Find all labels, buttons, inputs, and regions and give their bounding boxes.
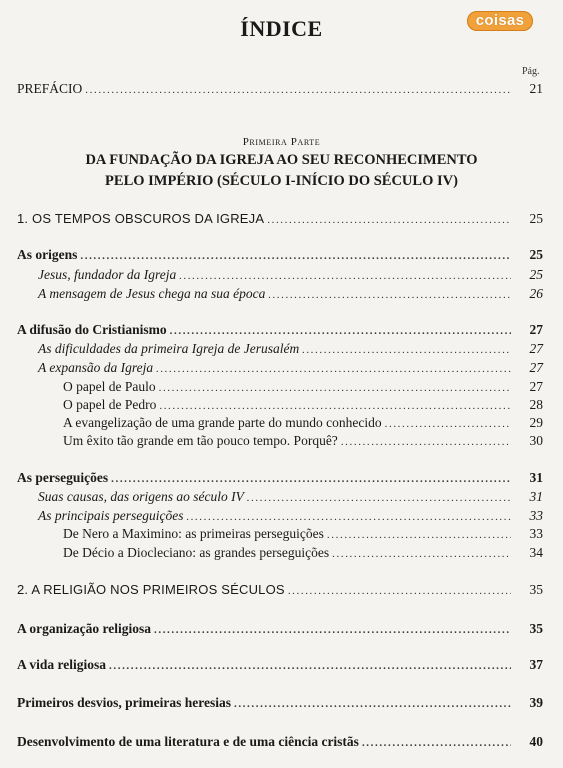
toc-section-perseguicoes [0, 469, 563, 487]
part-title-line-1: DA FUNDAÇÃO DA IGREJA AO SEU RECONHECIMENTO [85, 152, 478, 168]
dot-leader [170, 322, 511, 340]
toc-entry-page: 25 [529, 211, 543, 226]
toc-entry-label: A difusão do Cristianismo [17, 322, 167, 337]
dot-leader [159, 379, 511, 397]
toc-subsubsection [0, 544, 563, 562]
toc-entry-page: 31 [529, 489, 543, 504]
part-title-line-2: PELO IMPÉRIO (SÉCULO I-INÍCIO DO SÉCULO IV) [105, 173, 458, 189]
toc-entry-page: 25 [529, 247, 543, 262]
toc-section-origens [0, 246, 563, 264]
toc-entry-label: De Nero a Maximino: as primeiras perseguições [63, 526, 324, 541]
dot-leader [85, 81, 511, 99]
toc-entry-label: A evangelização de uma grande parte do mundo conhecido [63, 415, 382, 430]
toc-entry-label: Jesus, fundador da Igreja [38, 267, 177, 282]
toc-section-organizacao [0, 620, 563, 638]
toc-entry-label: A vida religiosa [17, 657, 107, 672]
toc-chapter-1 [0, 210, 563, 228]
toc-entry-label: As perseguições [17, 470, 109, 485]
dot-leader [159, 397, 511, 415]
toc-entry-prefacio [0, 80, 563, 98]
toc-entry-page: 27 [529, 379, 543, 394]
toc-subsubsection [0, 378, 563, 396]
toc-section-heresias [0, 694, 563, 712]
toc-section-difusao [0, 321, 563, 339]
toc-entry-label: A organização religiosa [17, 621, 151, 636]
dot-leader [156, 360, 511, 378]
toc-entry-page: 33 [529, 526, 543, 541]
toc-entry-page: 21 [529, 81, 543, 96]
dot-leader [332, 545, 511, 563]
toc-subsubsection [0, 396, 563, 414]
toc-subsection [0, 340, 563, 358]
dot-leader [186, 508, 511, 526]
toc-entry-page: 40 [529, 734, 543, 749]
toc-entry-label: O papel de Pedro [63, 397, 157, 412]
toc-entry-page: 30 [529, 433, 543, 448]
toc-subsection [0, 359, 563, 377]
dot-leader [268, 286, 511, 304]
toc-subsubsection [0, 432, 563, 450]
toc-entry-label: O papel de Paulo [63, 379, 156, 394]
dot-leader [341, 433, 511, 451]
toc-entry-label: Um êxito tão grande em tão pouco tempo. Porquê? [63, 433, 338, 448]
dot-leader [267, 211, 511, 229]
dot-leader [154, 621, 511, 639]
toc-entry-page: 31 [529, 470, 543, 485]
toc-entry-page: 35 [529, 582, 543, 597]
toc-entry-page: 39 [529, 695, 543, 710]
toc-entry-label: As principais perseguições [38, 508, 184, 523]
toc-entry-page: 29 [529, 415, 543, 430]
toc-subsection [0, 266, 563, 284]
toc-entry-page: 35 [529, 621, 543, 636]
toc-entry-page: 27 [529, 360, 543, 375]
dot-leader [111, 470, 511, 488]
part-label: Primeira Parte [242, 136, 321, 148]
dot-leader [234, 695, 511, 713]
toc-entry-label: Desenvolvimento de uma literatura e de uma ciência cristãs [17, 734, 359, 749]
dot-leader [80, 247, 511, 265]
toc-entry-page: 25 [529, 267, 543, 282]
toc-entry-page: 37 [529, 657, 543, 672]
toc-subsubsection [0, 414, 563, 432]
toc-entry-page: 27 [529, 322, 543, 337]
toc-entry-page: 28 [529, 397, 543, 412]
dot-leader [362, 734, 511, 752]
toc-entry-label: As dificuldades da primeira Igreja de Jerusalém [38, 341, 300, 356]
toc-section-literatura [0, 733, 563, 751]
toc-entry-page: 27 [529, 341, 543, 356]
dot-leader [385, 415, 511, 433]
toc-entry-label: 1. OS TEMPOS OBSCUROS DA IGREJA [17, 211, 265, 226]
toc-entry-label: Primeiros desvios, primeiras heresias [17, 695, 231, 710]
toc-section-vida [0, 656, 563, 674]
toc-chapter-2 [0, 581, 563, 599]
dot-leader [302, 341, 511, 359]
page-title: ÍNDICE [240, 16, 323, 41]
toc-subsection [0, 285, 563, 303]
toc-entry-label: Suas causas, das origens ao século IV [38, 489, 244, 504]
toc-entry-page: 34 [529, 545, 543, 560]
toc-entry-page: 33 [529, 508, 543, 523]
toc-subsection [0, 488, 563, 506]
coisas-logo-badge: coisas [467, 11, 533, 31]
dot-leader [109, 657, 511, 675]
toc-entry-label: A mensagem de Jesus chega na sua época [38, 286, 266, 301]
toc-entry-label: PREFÁCIO [17, 81, 83, 96]
toc-entry-label: 2. A RELIGIÃO NOS PRIMEIROS SÉCULOS [17, 582, 285, 597]
toc-entry-label: As origens [17, 247, 78, 262]
toc-subsection [0, 507, 563, 525]
dot-leader [288, 582, 511, 600]
toc-entry-label: A expansão da Igreja [38, 360, 154, 375]
page-column-label: Pág. [522, 66, 540, 77]
toc-subsubsection [0, 525, 563, 543]
toc-entry-label: De Décio a Diocleciano: as grandes perseguições [63, 545, 330, 560]
dot-leader [179, 267, 511, 285]
dot-leader [247, 489, 511, 507]
toc-entry-page: 26 [529, 286, 543, 301]
dot-leader [327, 526, 511, 544]
